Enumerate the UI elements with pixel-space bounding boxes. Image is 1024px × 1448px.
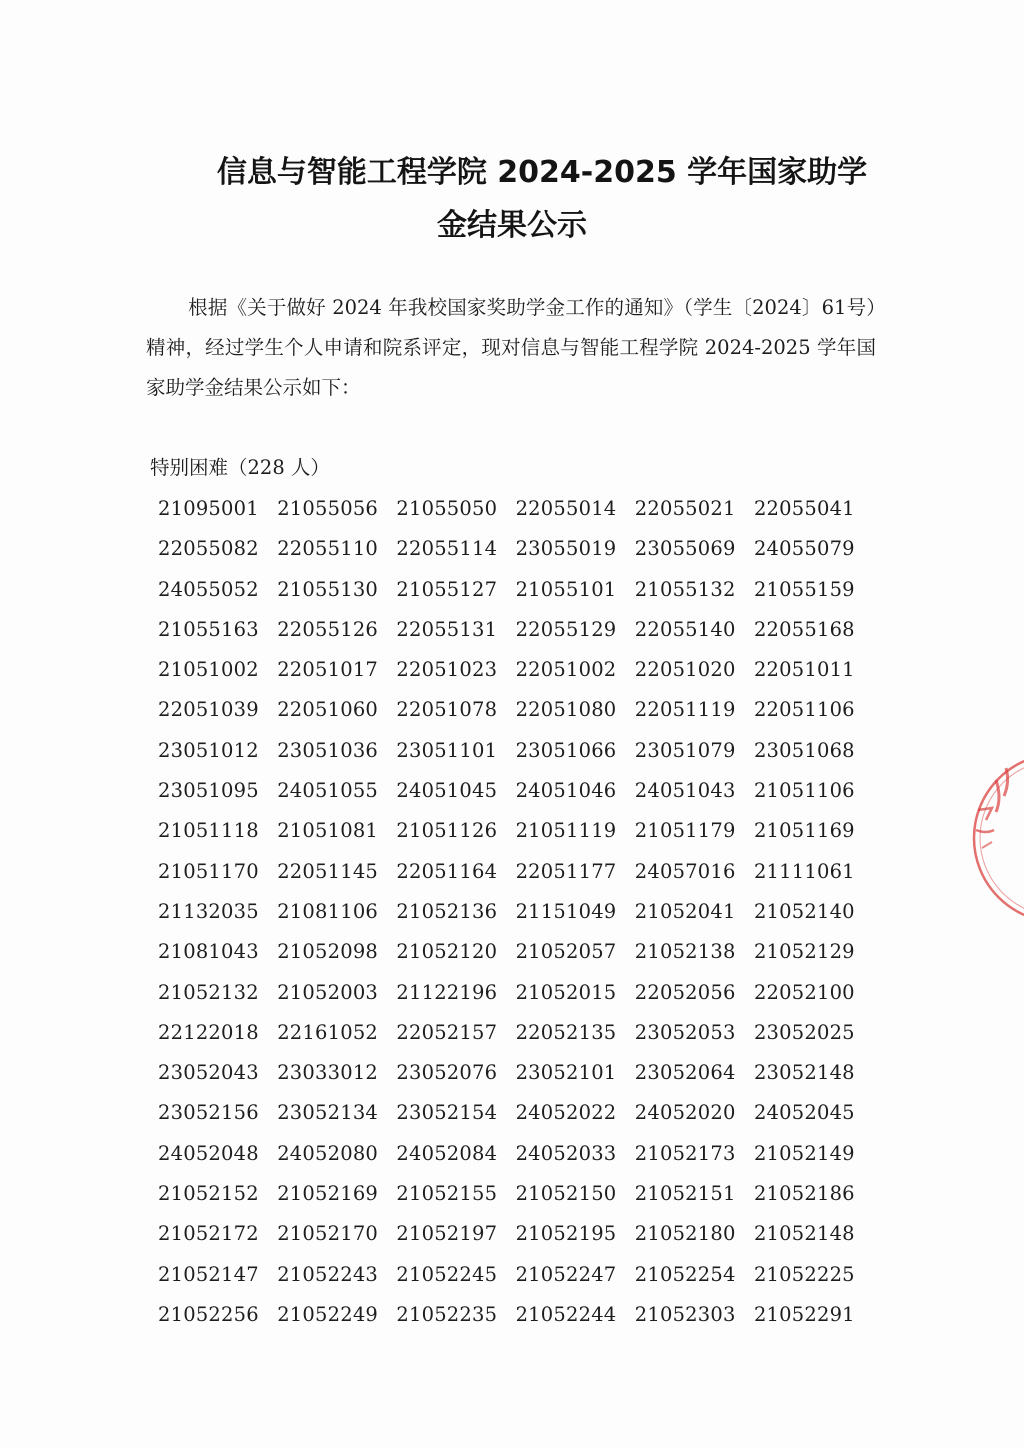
student-id: 22052056 [634, 980, 736, 1004]
student-id: 21051179 [634, 819, 736, 843]
student-id: 21052140 [753, 899, 855, 923]
student-id: 21052150 [515, 1182, 617, 1206]
student-id: 24052020 [634, 1101, 736, 1125]
student-id: 22055168 [753, 617, 855, 641]
student-id: 21052173 [634, 1141, 736, 1165]
student-id: 21052180 [634, 1222, 736, 1246]
student-id: 21052147 [158, 1262, 259, 1286]
student-id: 21052197 [396, 1222, 498, 1246]
student-id: 21055132 [634, 577, 736, 601]
student-id: 21055159 [753, 577, 855, 601]
student-id: 23052025 [753, 1020, 855, 1044]
student-id: 23051012 [158, 738, 259, 762]
student-id: 22122018 [158, 1020, 259, 1044]
student-id: 23052154 [396, 1101, 498, 1125]
student-id: 21052247 [515, 1262, 617, 1286]
student-id: 21081106 [277, 899, 379, 923]
student-id: 21052244 [515, 1302, 617, 1326]
document-title-line-1: 信息与智能工程学院 2024-2025 学年国家助学 [216, 155, 868, 190]
student-id-grid [158, 492, 878, 1338]
student-id: 21051169 [753, 819, 855, 843]
student-id: 24052022 [515, 1101, 617, 1125]
student-id: 21132035 [158, 899, 259, 923]
student-id: 23051101 [396, 738, 498, 762]
student-id: 21052169 [277, 1182, 379, 1206]
student-id: 21052138 [634, 940, 736, 964]
student-id: 21052243 [277, 1262, 379, 1286]
student-id: 21052057 [515, 940, 617, 964]
student-id: 21151049 [515, 899, 617, 923]
student-id: 22055114 [396, 537, 498, 561]
student-id: 21055163 [158, 617, 259, 641]
student-id: 22051039 [158, 698, 259, 722]
student-id: 22055082 [158, 537, 259, 561]
student-id: 22161052 [277, 1020, 379, 1044]
student-id: 22051145 [277, 859, 379, 883]
student-id: 24051046 [515, 779, 617, 803]
student-id: 24052045 [753, 1101, 855, 1125]
student-id: 21052303 [634, 1302, 736, 1326]
student-id: 22051078 [396, 698, 498, 722]
student-id: 22055110 [277, 537, 379, 561]
student-id: 21052225 [753, 1262, 855, 1286]
student-id: 23051079 [634, 738, 736, 762]
student-id: 23051066 [515, 738, 617, 762]
student-id: 21122196 [396, 980, 498, 1004]
student-id: 21055127 [396, 577, 498, 601]
student-id: 21055050 [396, 497, 498, 520]
student-id: 21052015 [515, 980, 617, 1004]
student-id: 24052080 [277, 1141, 379, 1165]
student-id: 22055131 [396, 617, 498, 641]
student-id: 22051023 [396, 658, 498, 682]
student-id: 21052186 [753, 1182, 855, 1206]
student-id: 23033012 [277, 1061, 379, 1085]
student-id: 23052064 [634, 1061, 736, 1085]
student-id: 22051119 [634, 698, 736, 722]
document-title-line-2: 金结果公示 [437, 208, 587, 243]
student-id: 23052043 [158, 1061, 259, 1085]
student-id: 24052033 [515, 1141, 617, 1165]
student-id: 22051011 [753, 658, 855, 682]
section-label-special-hardship: 特别困难（228 人） [150, 456, 330, 479]
student-id: 21052003 [277, 980, 379, 1004]
student-id: 22051002 [515, 658, 617, 682]
student-id: 22055041 [753, 497, 855, 520]
student-id: 23052148 [753, 1061, 855, 1085]
student-id: 21052170 [277, 1222, 379, 1246]
student-id: 21055056 [277, 497, 379, 520]
student-id: 21051002 [158, 658, 259, 682]
student-id: 23052053 [634, 1020, 736, 1044]
student-id: 21052148 [753, 1222, 855, 1246]
student-id: 21052129 [753, 940, 855, 964]
student-id: 22051106 [753, 698, 855, 722]
student-id: 21052152 [158, 1182, 259, 1206]
student-id: 22052135 [515, 1020, 617, 1044]
official-seal-stamp [968, 748, 1024, 948]
student-id: 22051080 [515, 698, 617, 722]
student-id: 21052254 [634, 1262, 736, 1286]
student-id: 21051170 [158, 859, 259, 883]
student-id: 21052195 [515, 1222, 617, 1246]
student-id: 21052041 [634, 899, 736, 923]
student-id: 22055129 [515, 617, 617, 641]
student-id: 21052098 [277, 940, 379, 964]
student-id: 24052084 [396, 1141, 498, 1165]
student-id: 21051126 [396, 819, 498, 843]
student-id: 23055019 [515, 537, 617, 561]
student-id: 21052172 [158, 1222, 259, 1246]
student-id: 21055101 [515, 577, 617, 601]
student-id: 22051060 [277, 698, 379, 722]
student-id: 21111061 [753, 859, 855, 883]
student-id: 22055021 [634, 497, 736, 520]
student-id: 21095001 [158, 497, 259, 520]
student-id: 21051081 [277, 819, 379, 843]
student-id: 23052134 [277, 1101, 379, 1125]
student-id: 23051036 [277, 738, 379, 762]
student-id: 21052256 [158, 1302, 259, 1326]
student-id: 22051164 [396, 859, 498, 883]
student-id: 23051095 [158, 779, 259, 803]
student-id: 22051017 [277, 658, 379, 682]
student-id: 21052149 [753, 1141, 855, 1165]
student-id: 21081043 [158, 940, 259, 964]
student-id: 24055052 [158, 577, 259, 601]
student-id: 21052249 [277, 1302, 379, 1326]
student-id: 23055069 [634, 537, 736, 561]
student-id: 22052100 [753, 980, 855, 1004]
student-id: 23052101 [515, 1061, 617, 1085]
student-id: 21052136 [396, 899, 498, 923]
student-id: 23051068 [753, 738, 855, 762]
student-id: 22051020 [634, 658, 736, 682]
student-id: 22055126 [277, 617, 379, 641]
student-id: 23052076 [396, 1061, 498, 1085]
student-id: 23052156 [158, 1101, 259, 1125]
student-id: 21051119 [515, 819, 617, 843]
intro-paragraph [146, 288, 876, 408]
student-id: 21052151 [634, 1182, 736, 1206]
student-id: 22051177 [515, 859, 617, 883]
student-id: 21052155 [396, 1182, 498, 1206]
student-id: 24055079 [753, 537, 855, 561]
student-id: 21052120 [396, 940, 498, 964]
student-id: 21051106 [753, 779, 855, 803]
student-id: 24052048 [158, 1141, 259, 1165]
student-id: 24051043 [634, 779, 736, 803]
student-id: 24051045 [396, 779, 498, 803]
student-id: 21052291 [753, 1302, 855, 1326]
student-id: 21051118 [158, 819, 259, 843]
student-id: 21052245 [396, 1262, 498, 1286]
intro-paragraph-text: 根据《关于做好 2024 年我校国家奖助学金工作的通知》（学生〔2024〕61号）精神，经过学生个人申请和院系评定，现对信息与智能工程学院 2024-2025 学年国家助学金结果公示如下： [146, 296, 876, 399]
student-id: 21052132 [158, 980, 259, 1004]
student-id: 21052235 [396, 1302, 498, 1326]
student-id: 22052157 [396, 1020, 498, 1044]
student-id: 22055140 [634, 617, 736, 641]
student-id: 22055014 [515, 497, 617, 520]
student-id: 21055130 [277, 577, 379, 601]
student-id: 24057016 [634, 859, 736, 883]
student-id: 24051055 [277, 779, 379, 803]
